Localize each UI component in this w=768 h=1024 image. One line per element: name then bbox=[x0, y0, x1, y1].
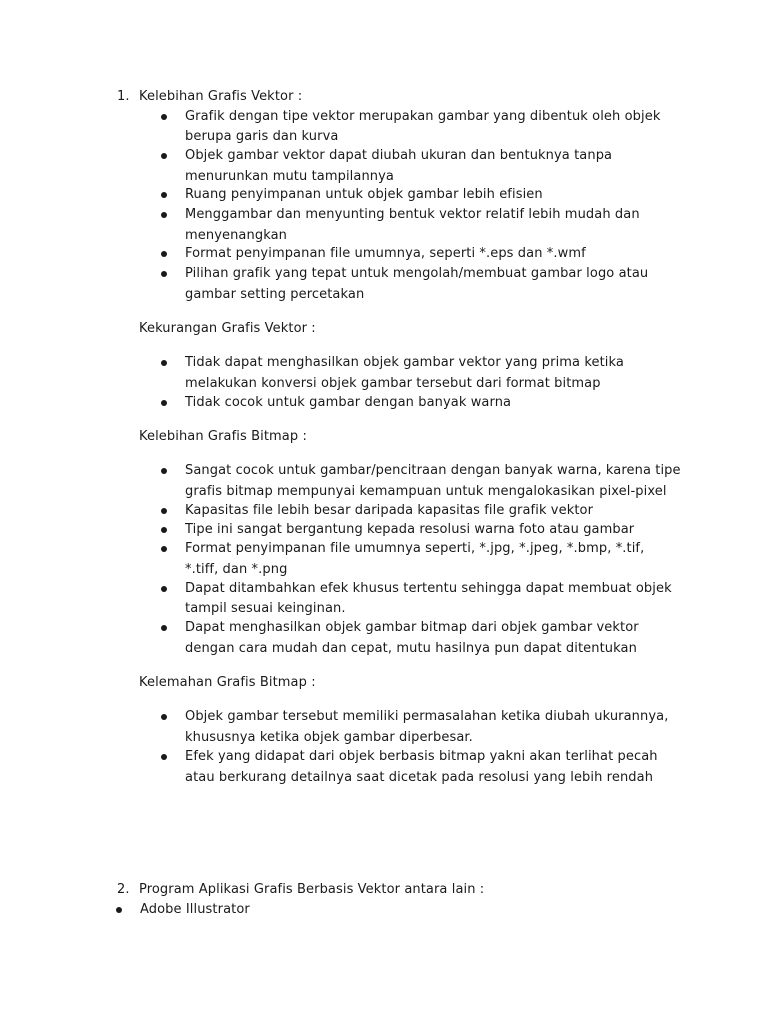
list-item-line: khususnya ketika objek gambar diperbesar. bbox=[185, 730, 473, 745]
bullet-icon bbox=[161, 400, 167, 406]
bullet-icon bbox=[161, 192, 167, 198]
bullet-icon bbox=[161, 625, 167, 631]
section-1-title: Kelebihan Grafis Vektor : bbox=[139, 89, 303, 104]
section-2-number: 2. bbox=[117, 882, 130, 897]
kelemahan-bitmap-heading: Kelemahan Grafis Bitmap : bbox=[139, 675, 316, 690]
list-item-line: Adobe Illustrator bbox=[140, 902, 250, 917]
bullet-icon bbox=[161, 527, 167, 533]
list-item-line: Dapat ditambahkan efek khusus tertentu sehingga dapat membuat objek bbox=[185, 581, 672, 596]
list-item-line: Objek gambar tersebut memiliki permasalahan ketika diubah ukurannya, bbox=[185, 709, 669, 724]
bullet-icon bbox=[161, 114, 167, 120]
list-item-line: Efek yang didapat dari objek berbasis bitmap yakni akan terlihat pecah bbox=[185, 749, 658, 764]
bullet-icon bbox=[116, 907, 122, 913]
list-item-line: menyenangkan bbox=[185, 228, 287, 243]
bullet-icon bbox=[161, 754, 167, 760]
list-item-line: Kapasitas file lebih besar daripada kapasitas file grafik vektor bbox=[185, 503, 594, 518]
list-item-line: *.tiff, dan *.png bbox=[185, 562, 288, 577]
list-item-line: atau berkurang detailnya saat dicetak pada resolusi yang lebih rendah bbox=[185, 770, 654, 785]
list-item-line: berupa garis dan kurva bbox=[185, 129, 339, 144]
list-item-line: menurunkan mutu tampilannya bbox=[185, 169, 394, 184]
kelebihan-bitmap-heading: Kelebihan Grafis Bitmap : bbox=[139, 429, 307, 444]
list-item-line: Format penyimpanan file umumnya seperti, *.jpg, *.jpeg, *.bmp, *.tif, bbox=[185, 541, 645, 556]
bullet-icon bbox=[161, 212, 167, 218]
bullet-icon bbox=[161, 546, 167, 552]
list-item-line: Dapat menghasilkan objek gambar bitmap dari objek gambar vektor bbox=[185, 620, 639, 635]
list-item-line: grafis bitmap mempunyai kemampuan untuk mengalokasikan pixel-pixel bbox=[185, 484, 667, 499]
list-item-line: Grafik dengan tipe vektor merupakan gambar yang dibentuk oleh objek bbox=[185, 109, 661, 124]
list-item-line: gambar setting percetakan bbox=[185, 287, 365, 302]
list-item-line: tampil sesuai keinginan. bbox=[185, 601, 346, 616]
list-item-line: Tipe ini sangat bergantung kepada resolusi warna foto atau gambar bbox=[185, 522, 635, 537]
bullet-icon bbox=[161, 586, 167, 592]
bullet-icon bbox=[161, 714, 167, 720]
section-1-number: 1. bbox=[117, 89, 130, 104]
list-item-line: Tidak cocok untuk gambar dengan banyak warna bbox=[185, 395, 512, 410]
list-item-line: melakukan konversi objek gambar tersebut dari format bitmap bbox=[185, 376, 601, 391]
list-item-line: Menggambar dan menyunting bentuk vektor relatif lebih mudah dan bbox=[185, 207, 640, 222]
section-2-title: Program Aplikasi Grafis Berbasis Vektor antara lain : bbox=[139, 882, 485, 897]
list-item-line: Ruang penyimpanan untuk objek gambar lebih efisien bbox=[185, 187, 543, 202]
bullet-icon bbox=[161, 153, 167, 159]
list-item-line: Objek gambar vektor dapat diubah ukuran dan bentuknya tanpa bbox=[185, 148, 613, 163]
list-item-line: dengan cara mudah dan cepat, mutu hasilnya pun dapat ditentukan bbox=[185, 641, 637, 656]
list-item-line: Sangat cocok untuk gambar/pencitraan dengan banyak warna, karena tipe bbox=[185, 463, 681, 478]
list-item-line: Format penyimpanan file umumnya, seperti *.eps dan *.wmf bbox=[185, 246, 586, 261]
list-item-line: Pilihan grafik yang tepat untuk mengolah/membuat gambar logo atau bbox=[185, 266, 649, 281]
bullet-icon bbox=[161, 508, 167, 514]
bullet-icon bbox=[161, 271, 167, 277]
bullet-icon bbox=[161, 360, 167, 366]
list-item-line: Tidak dapat menghasilkan objek gambar vektor yang prima ketika bbox=[185, 355, 624, 370]
bullet-icon bbox=[161, 468, 167, 474]
bullet-icon bbox=[161, 251, 167, 257]
kekurangan-vektor-heading: Kekurangan Grafis Vektor : bbox=[139, 321, 316, 336]
